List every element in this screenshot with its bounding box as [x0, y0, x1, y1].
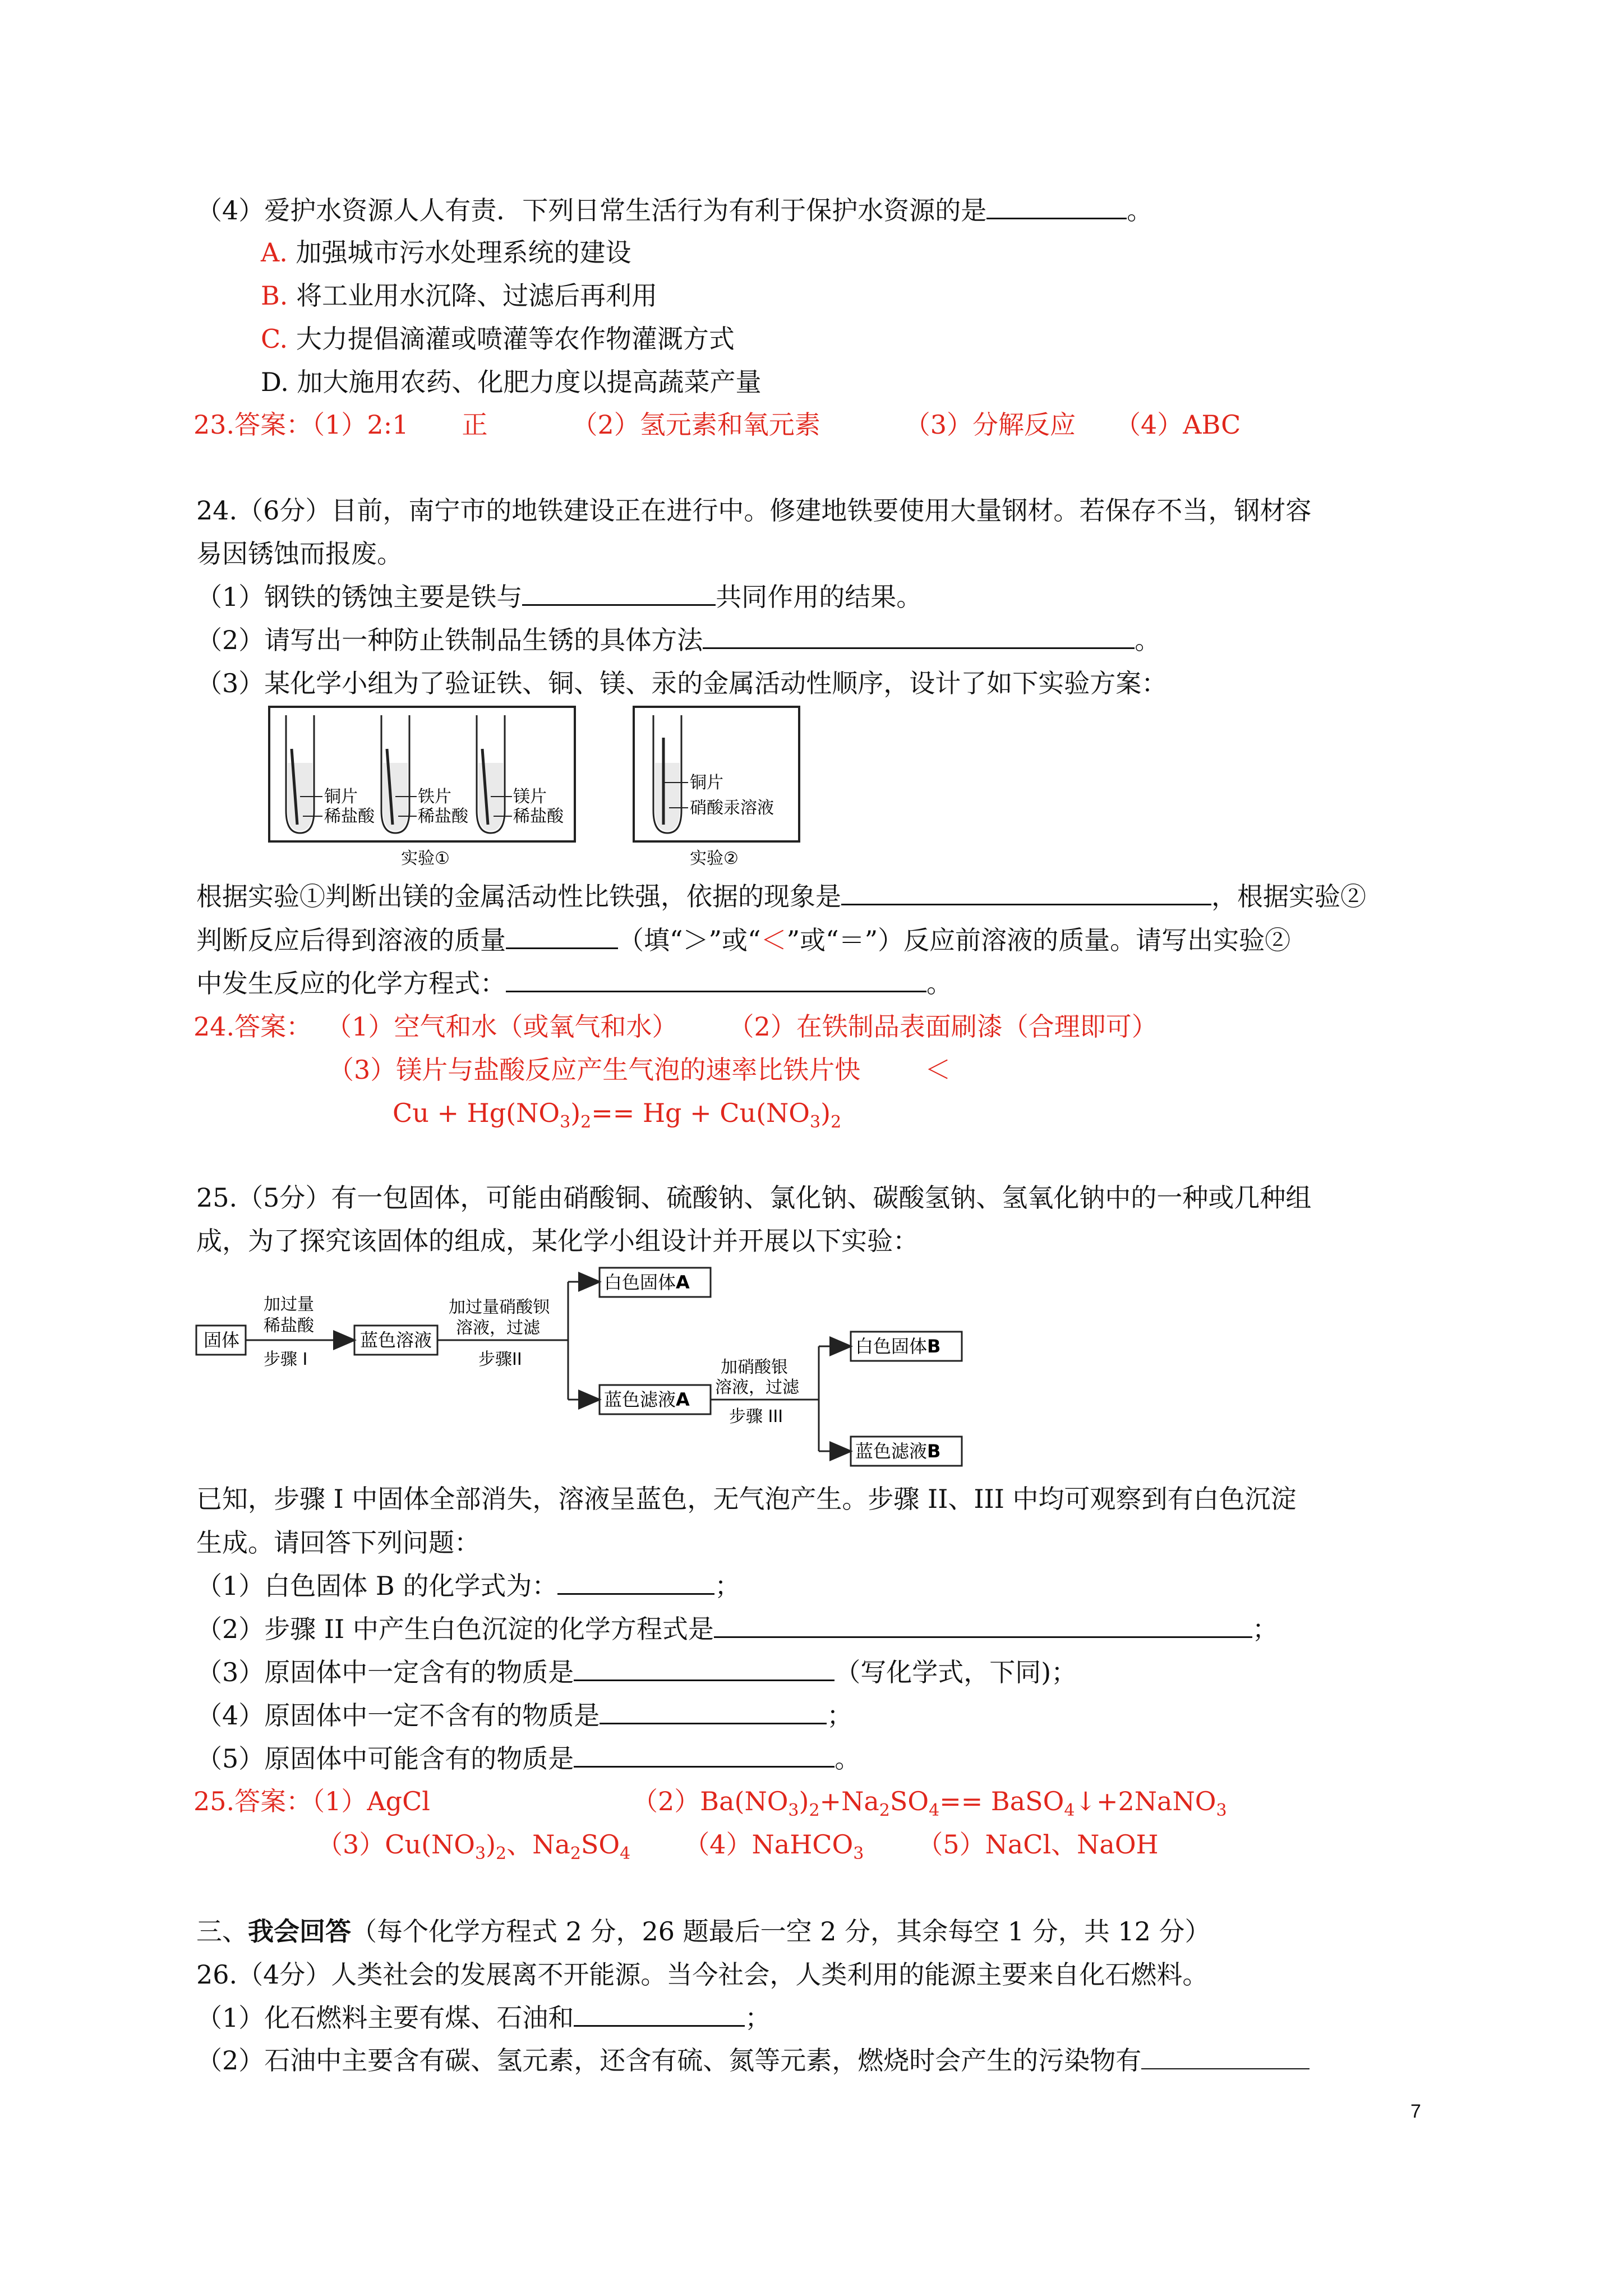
q25-known2: 生成。请回答下列问题：: [196, 1527, 480, 1558]
test-tube-4: [653, 715, 688, 833]
answer-blank: [600, 1700, 827, 1724]
q24-after1: [196, 880, 1366, 913]
q24-sub1: [196, 580, 922, 614]
text: ；: [745, 2003, 771, 2033]
answer-25-line1: [193, 1784, 1227, 1828]
answer-blank: [506, 968, 926, 992]
section-title: 我会回答: [248, 1916, 351, 1947]
eq: 、Na: [506, 1829, 570, 1860]
eq-sub: 4: [620, 1844, 631, 1864]
q25-sub5: [196, 1742, 860, 1775]
box-blue-filtrate-b-label: [855, 1441, 940, 1462]
eq-sub: 2: [831, 1112, 842, 1132]
eq-sub: 3: [853, 1844, 864, 1864]
option-text: 大力提倡滴灌或喷灌等农作物灌溉方式: [296, 324, 735, 354]
tube-2-metal: 铁片: [418, 787, 451, 807]
answer-part: （3）分解反应: [904, 409, 1076, 440]
step3-reagent-1: 加硝酸银: [721, 1358, 788, 1377]
option-text: 将工业用水沉降、过滤后再利用: [296, 280, 658, 311]
answer-blank: [1141, 2046, 1310, 2069]
q25-sub2: [196, 1612, 1278, 1646]
text: ，根据实验②: [1211, 881, 1366, 912]
flow-chart: [193, 1265, 979, 1478]
option-letter: D.: [261, 367, 289, 397]
answer-25-line2: [317, 1828, 1159, 1871]
answer-blank: [522, 582, 716, 606]
experiment-2-caption: 实验②: [690, 849, 739, 868]
text: （3）原固体中一定含有的物质是: [196, 1657, 574, 1687]
eq-sub: 2: [496, 1844, 507, 1864]
text: （4）原固体中一定不含有的物质是: [196, 1700, 600, 1731]
section-3-heading: [196, 1915, 1210, 1948]
answer-blank: [714, 1614, 1252, 1638]
answer-blank: [841, 881, 1211, 905]
tube-3-solution: 稀盐酸: [513, 807, 564, 826]
box-blue-solution-label: 蓝色溶液: [360, 1329, 432, 1351]
answer-blank: [574, 1743, 834, 1768]
text: 。: [834, 1743, 861, 1774]
experiment-diagram: [266, 704, 805, 872]
eq: （2）Ba(NO: [632, 1786, 789, 1816]
section-note: （每个化学方程式 2 分，26 题最后一空 2 分，其余每空 1 分，共 12 分）: [351, 1916, 1211, 1947]
answer-part: （2）氢元素和氧元素: [571, 409, 820, 440]
answer-part: （1）AgCl: [312, 1786, 430, 1816]
option-text: 加大施用农药、化肥力度以提高蔬菜产量: [297, 367, 762, 397]
eq-sub: 3: [475, 1844, 486, 1864]
eq: ): [570, 1098, 581, 1128]
step1-reagent-2: 稀盐酸: [264, 1316, 314, 1336]
answer-24-line2: [328, 1053, 951, 1087]
answer-part: （1）2:1: [312, 409, 409, 440]
step2-reagent-2: 溶液，过滤: [456, 1318, 540, 1338]
q24-line1: 24.（6分）目前，南宁市的地铁建设正在进行中。修建地铁要使用大量钢材。若保存不当，钢材容: [196, 495, 1312, 526]
answer-24-line1: [193, 1010, 1158, 1043]
box-label-letter: B: [927, 1336, 941, 1357]
q22-4-stem-end: 。: [1127, 195, 1153, 226]
q25-sub3: [196, 1655, 1077, 1689]
box-label-letter: B: [927, 1441, 941, 1462]
exp2-metal: 铜片: [690, 773, 723, 793]
answer-24-equation: [393, 1096, 841, 1139]
answer-label: 25.答案：: [193, 1786, 312, 1816]
text: （5）原固体中可能含有的物质是: [196, 1743, 574, 1774]
answer-part: （4）ABC: [1115, 409, 1241, 440]
eq: SO: [889, 1786, 929, 1816]
eq: == BaSO: [939, 1786, 1064, 1816]
page-number: 7: [1410, 2101, 1421, 2122]
eq: （3）Cu(NO: [317, 1829, 475, 1860]
step2-label: 步骤II: [478, 1350, 522, 1369]
box-solid-label: 固体: [204, 1329, 240, 1351]
section-prefix: 三、: [196, 1916, 248, 1947]
text: ；: [827, 1700, 853, 1731]
box-label-text: 白色固体: [604, 1272, 676, 1293]
q24-sub1-text: （1）钢铁的锈蚀主要是铁与: [196, 582, 523, 612]
eq-sub: 2: [580, 1112, 592, 1132]
option-b: [261, 279, 657, 312]
test-tube-2: [381, 715, 417, 833]
eq-sub: 2: [570, 1844, 581, 1864]
eq-sub: 4: [929, 1801, 940, 1820]
q24-sub3: （3）某化学小组为了验证铁、铜、镁、汞的金属活动性顺序，设计了如下实验方案：: [196, 668, 1168, 698]
tube-1-metal: 铜片: [324, 787, 358, 807]
box-label-letter: A: [676, 1389, 690, 1410]
box-label-text: 蓝色滤液: [604, 1389, 676, 1410]
eq: （4）NaHCO: [684, 1829, 854, 1860]
text: ”）反应前溶液的质量。请写出实验②: [864, 925, 1291, 955]
box-label-text: 蓝色滤液: [855, 1441, 928, 1462]
eq-sub: 2: [879, 1801, 890, 1820]
answer-part: （2）在铁制品表面刷漆（合理即可）: [728, 1011, 1158, 1042]
q26-sub2: [196, 2044, 1310, 2077]
box-blue-filtrate-a-label: [604, 1389, 690, 1410]
text: 根据实验①判断出镁的金属活动性比铁强，依据的现象是: [196, 881, 841, 912]
step1-reagent-1: 加过量: [264, 1295, 314, 1314]
text: ；: [714, 1571, 741, 1601]
q22-4-stem: [196, 194, 1152, 227]
eq: ): [799, 1786, 809, 1816]
step3-label: 步骤 III: [729, 1407, 783, 1427]
tube-3-metal: 镁片: [513, 787, 547, 807]
text: （1）白色固体 B 的化学式为：: [196, 1571, 558, 1601]
eq: ): [820, 1098, 831, 1128]
text: （2）石油中主要含有碳、氢元素，还含有硫、氮等元素，燃烧时会产生的污染物有: [196, 2045, 1142, 2076]
answer-blank: [574, 1657, 834, 1681]
box-label-letter: A: [676, 1272, 690, 1293]
option-letter: B.: [261, 280, 288, 311]
step3-reagent-2: 溶液，过滤: [715, 1378, 799, 1397]
text: 判断反应后得到溶液的质量: [196, 925, 506, 955]
text: 中发生反应的化学方程式：: [196, 968, 506, 999]
eq: == Hg + Cu(NO: [591, 1098, 810, 1128]
q25-sub1: [196, 1569, 740, 1603]
answer-blank: [574, 2003, 745, 2027]
answer-part: （3）镁片与盐酸反应产生气泡的速率比铁片快: [328, 1055, 861, 1085]
q24-after3: [196, 967, 952, 1000]
symbol-lt: ＜: [760, 925, 787, 955]
option-a: [261, 236, 631, 269]
eq: ): [486, 1829, 496, 1860]
q25-known1: 已知，步骤 I 中固体全部消失，溶液呈蓝色，无气泡产生。步骤 II、III 中均可观察到有白色沉淀: [196, 1484, 1297, 1514]
box-white-solid-b-label: [855, 1336, 940, 1357]
eq: Cu + Hg(NO: [393, 1098, 560, 1128]
option-c: [261, 322, 735, 356]
answer-label: 24.答案：: [193, 1011, 312, 1042]
q24-sub2-end: 。: [1135, 625, 1161, 655]
exp2-solution: 硝酸汞溶液: [690, 798, 774, 818]
option-letter: A.: [261, 237, 288, 268]
text: 。: [926, 968, 952, 999]
eq: +Na: [819, 1786, 879, 1816]
eq: SO: [580, 1829, 620, 1860]
box-label-text: 白色固体: [855, 1336, 928, 1357]
answer-part: ＜: [925, 1055, 951, 1085]
answer-blank: [986, 195, 1127, 219]
text: ；: [1252, 1614, 1278, 1644]
text: ”或“: [786, 925, 839, 955]
answer-part: （5）NaCl、NaOH: [917, 1829, 1159, 1860]
answer-part: （1）空气和水（或氧气和水）: [326, 1011, 678, 1042]
answer-part: 正: [462, 409, 488, 440]
tube-1-solution: 稀盐酸: [324, 807, 375, 826]
eq-sub: 4: [1064, 1801, 1075, 1820]
answer-label: 23.答案：: [193, 409, 312, 440]
text: ”或“: [708, 925, 761, 955]
answer-blank: [557, 1571, 714, 1595]
eq-sub: 3: [560, 1112, 571, 1132]
text: （写化学式，下同)；: [834, 1657, 1077, 1687]
q24-line2: 易因锈蚀而报废。: [196, 539, 403, 569]
eq-sub: 3: [1216, 1801, 1227, 1820]
tube-2-solution: 稀盐酸: [418, 807, 468, 826]
q26-line1: 26.（4分）人类社会的发展离不开能源。当今社会，人类利用的能源主要来自化石燃料。: [196, 1959, 1209, 1990]
option-text: 加强城市污水处理系统的建设: [296, 237, 631, 268]
q25-line1: 25.（5分）有一包固体，可能由硝酸铜、硫酸钠、氯化钠、碳酸氢钠、氢氧化钠中的一种或几种组: [196, 1182, 1312, 1213]
answer-23: [193, 408, 1241, 441]
eq-sub: 3: [788, 1801, 799, 1820]
q24-sub2: [196, 623, 1160, 657]
q26-sub1: [196, 2001, 771, 2035]
option-letter: C.: [261, 324, 288, 354]
text: （2）步骤 II 中产生白色沉淀的化学方程式是: [196, 1614, 714, 1644]
option-d: [261, 365, 762, 399]
test-tube-1: [286, 715, 322, 833]
text: （填“: [618, 925, 683, 955]
experiment-1-caption: 实验①: [401, 849, 450, 868]
answer-blank: [703, 625, 1135, 649]
answer-blank: [506, 925, 618, 949]
test-tube-3: [477, 715, 512, 833]
q25-line2: 成，为了探究该固体的组成，某化学小组设计并开展以下实验：: [196, 1226, 919, 1256]
q24-sub2-text: （2）请写出一种防止铁制品生锈的具体方法: [196, 625, 703, 655]
eq-sub: 2: [809, 1801, 820, 1820]
eq-sub: 3: [810, 1112, 821, 1132]
symbol-eq: ＝: [838, 925, 865, 955]
eq: ↓+2NaNO: [1075, 1786, 1216, 1816]
step2-reagent-1: 加过量硝酸钡: [449, 1297, 550, 1317]
q22-4-stem-text: （4）爱护水资源人人有责．下列日常生活行为有利于保护水资源的是: [196, 195, 987, 226]
symbol-gt: ＞: [683, 925, 709, 955]
box-white-solid-a-label: [604, 1272, 690, 1293]
q24-sub1-end: 共同作用的结果。: [716, 582, 923, 612]
q25-sub4: [196, 1699, 852, 1732]
text: （1）化石燃料主要有煤、石油和: [196, 2003, 574, 2033]
step1-label: 步骤 I: [264, 1350, 308, 1369]
q24-after2: [196, 923, 1290, 957]
